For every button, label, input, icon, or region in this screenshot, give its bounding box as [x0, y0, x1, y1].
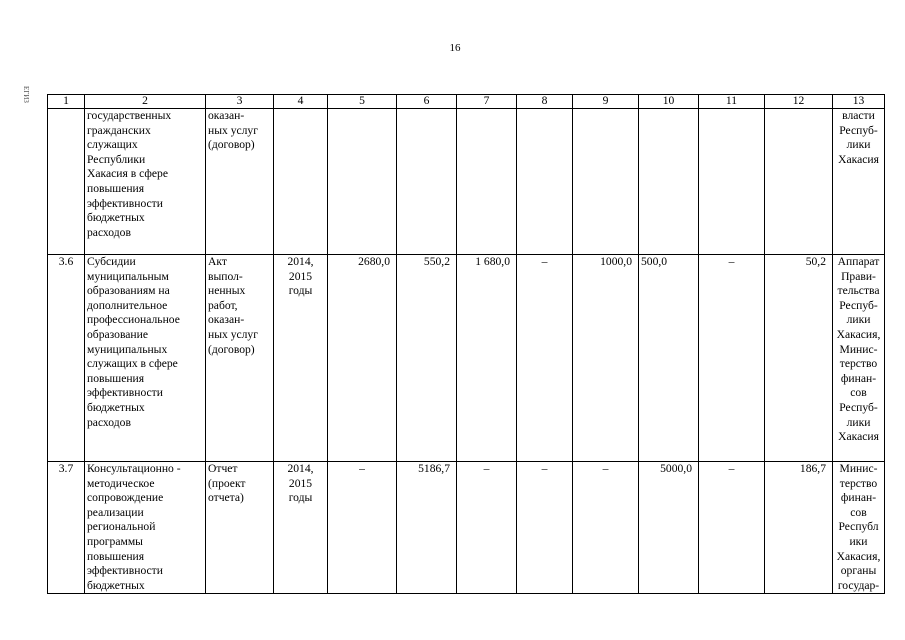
cell-period: [274, 109, 328, 255]
cell-executor: Аппарат Прави- тельства Респуб- лики Хакасия, Минис- терство финан- сов Респуб- лики Хакасия: [833, 255, 885, 462]
table-row: [48, 109, 885, 255]
cell-value: –: [699, 255, 765, 462]
cell-activity-name: государственных гражданских служащих Республики Хакасия в сфере повышения эффективности бюджетных расходов: [85, 109, 206, 255]
cell-value: [328, 109, 397, 255]
cell-value: –: [328, 462, 397, 594]
cell-value: 5186,7: [397, 462, 457, 594]
cell-item-number: [48, 109, 85, 255]
column-header: 1: [48, 95, 85, 109]
column-header: 7: [457, 95, 517, 109]
cell-item-number: 3.7: [48, 462, 85, 594]
cell-value: 550,2: [397, 255, 457, 462]
cell-activity-name: Консультационно - методическое сопровождение реализации региональной программы повышения эффективности бюджетных: [85, 462, 206, 594]
cell-value: [517, 109, 573, 255]
cell-executor: власти Респуб- лики Хакасия: [833, 109, 885, 255]
cell-value: [397, 109, 457, 255]
column-header: 12: [765, 95, 833, 109]
cell-value: 1 680,0: [457, 255, 517, 462]
table-row: [48, 462, 885, 594]
budget-table: [47, 94, 885, 594]
margin-mark: ЕГИЗ: [22, 86, 30, 103]
cell-value: [699, 109, 765, 255]
column-header: 2: [85, 95, 206, 109]
column-header: 13: [833, 95, 885, 109]
cell-activity-name: Субсидии муниципальным образованиям на дополнительное профессиональное образование муниципальных служащих в сфере повышения эффективности бюджетных расходов: [85, 255, 206, 462]
cell-value: –: [457, 462, 517, 594]
column-header: 3: [206, 95, 274, 109]
column-number-header-row: [48, 95, 885, 109]
cell-value: [639, 109, 699, 255]
cell-value: –: [517, 255, 573, 462]
cell-value: 500,0: [639, 255, 699, 462]
column-header: 11: [699, 95, 765, 109]
page-number: 16: [449, 42, 461, 54]
cell-result-document: оказан- ных услуг (договор): [206, 109, 274, 255]
cell-value: [573, 109, 639, 255]
column-header: 8: [517, 95, 573, 109]
cell-period: 2014, 2015 годы: [274, 462, 328, 594]
cell-value: [457, 109, 517, 255]
column-header: 9: [573, 95, 639, 109]
cell-value: 5000,0: [639, 462, 699, 594]
table-row: [48, 255, 885, 462]
column-header: 6: [397, 95, 457, 109]
cell-value: [765, 109, 833, 255]
column-header: 4: [274, 95, 328, 109]
cell-value: –: [573, 462, 639, 594]
cell-period: 2014, 2015 годы: [274, 255, 328, 462]
cell-value: 1000,0: [573, 255, 639, 462]
cell-value: 2680,0: [328, 255, 397, 462]
cell-value: 186,7: [765, 462, 833, 594]
cell-item-number: 3.6: [48, 255, 85, 462]
cell-value: 50,2: [765, 255, 833, 462]
cell-result-document: Отчет (проект отчета): [206, 462, 274, 594]
column-header: 5: [328, 95, 397, 109]
cell-value: –: [699, 462, 765, 594]
cell-value: –: [517, 462, 573, 594]
cell-result-document: Акт выпол- ненных работ, оказан- ных услуг (договор): [206, 255, 274, 462]
cell-executor: Минис- терство финан- сов Республ ики Хакасия, органы государ-: [833, 462, 885, 594]
column-header: 10: [639, 95, 699, 109]
